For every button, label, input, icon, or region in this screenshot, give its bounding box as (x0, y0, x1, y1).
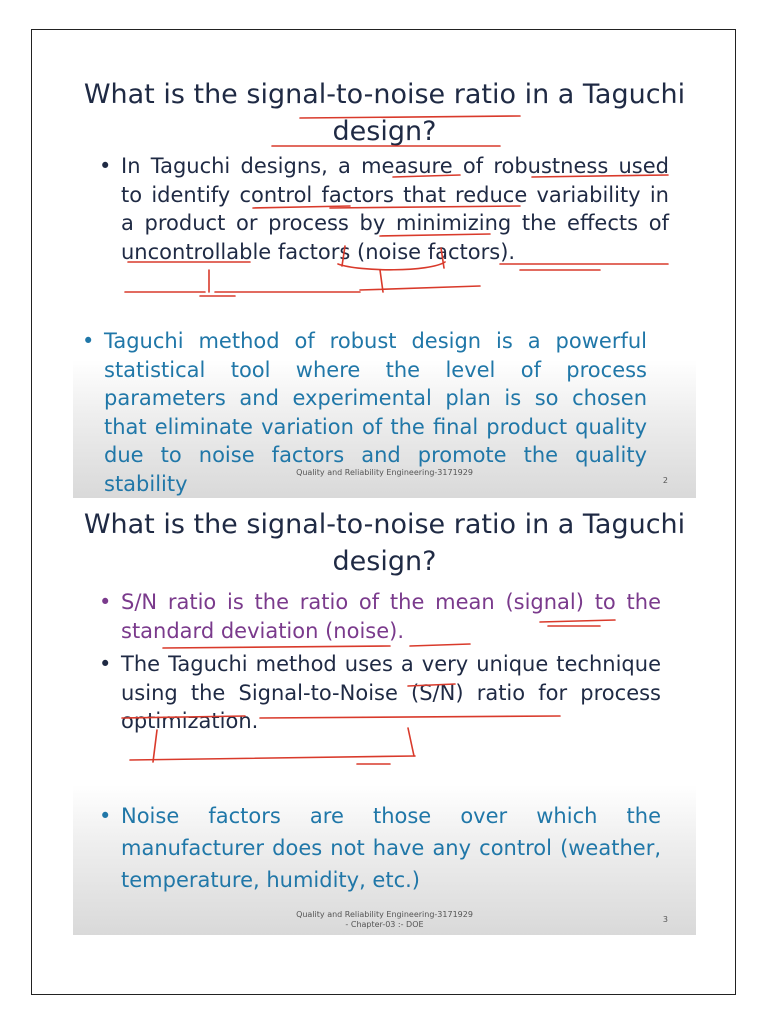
slide-2-bullet-list-2 (99, 800, 661, 896)
slide-1-bullet-list (99, 152, 669, 266)
slide-2 (73, 500, 696, 935)
slide-1-bullet-2-text: Taguchi method of robust design is a powerful statistical tool where the level of process parameters and experimental plan is so chosen that eliminate variation of the final product quality due to noise factors and promote the quality stability (104, 329, 647, 496)
slide-2-bullet-1 (99, 588, 661, 645)
bullet-dot-icon: • (99, 804, 112, 828)
bullet-dot-icon: • (99, 590, 112, 614)
slide-1-page-number: 2 (662, 476, 668, 485)
slide-1-footer: Quality and Reliability Engineering-3171929 (296, 468, 473, 477)
bullet-dot-icon: • (82, 329, 95, 353)
slide-2-bullet-3 (99, 800, 661, 896)
slide-1-bullet-1-text: In Taguchi designs, a measure of robustness used to identify control factors that reduce variability in a product or process by minimizing the effects of uncontrollable factors (noise factors). (121, 154, 669, 264)
slide-2-footer-line-1: Quality and Reliability Engineering-3171929 (296, 910, 473, 919)
slide-2-title: What is the signal-to-noise ratio in a Taguchi design? (83, 509, 686, 577)
slide-1-bullet-1 (99, 152, 669, 266)
slide-1 (73, 30, 696, 498)
slide-1-title: What is the signal-to-noise ratio in a Taguchi design? (83, 79, 686, 147)
slide-2-page-number: 3 (662, 915, 668, 924)
slide-2-bullet-2 (99, 650, 661, 736)
bullet-dot-icon: • (99, 154, 112, 178)
slide-2-bullet-3-text: Noise factors are those over which the manufacturer does not have any control (weather, temperature, humidity, etc.) (121, 804, 661, 892)
slide-2-bullet-list (99, 588, 661, 736)
bullet-dot-icon: • (99, 652, 112, 676)
slide-2-bullet-2-text: The Taguchi method uses a very unique technique using the Signal-to-Noise (S/N) ratio for process optimization. (121, 652, 661, 733)
slide-2-bullet-1-text: S/N ratio is the ratio of the mean (signal) to the standard deviation (noise). (121, 590, 661, 643)
slide-2-footer-line-2: - Chapter-03 :- DOE (345, 920, 424, 929)
